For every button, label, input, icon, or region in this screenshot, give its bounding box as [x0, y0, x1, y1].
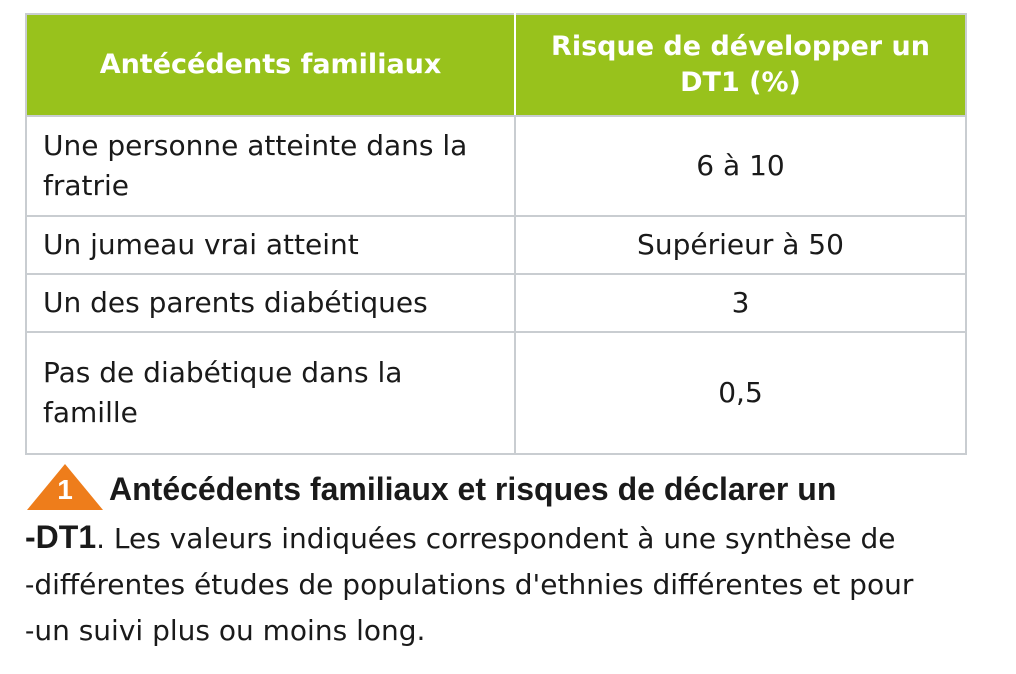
figure-number: 1	[57, 474, 73, 505]
caption-title-continued: -DT1	[25, 519, 97, 555]
table-header-row	[26, 14, 966, 116]
caption-text: différentes études de populations d'ethnies différentes et pour	[34, 568, 914, 601]
caption-text: . Les valeurs indiquées correspondent à une synthèse de	[96, 522, 896, 555]
header-family-history: Antécédents familiaux	[26, 14, 515, 116]
row-label: Une personne atteinte dans la fratrie	[26, 116, 515, 216]
row-label: Pas de diabétique dans la famille	[26, 332, 515, 454]
table-row	[26, 116, 966, 216]
caption-title: Antécédents familiaux et risques de déclarer un	[109, 471, 837, 507]
caption-line-4: -un suivi plus ou moins long.	[25, 614, 426, 647]
caption-title-dt1: DT1	[35, 519, 97, 555]
figure-number-badge	[25, 466, 105, 508]
table-row	[26, 274, 966, 332]
header-risk-percent: Risque de développer un DT1 (%)	[515, 14, 966, 116]
row-label: Un jumeau vrai atteint	[26, 216, 515, 274]
row-value: Supérieur à 50	[515, 216, 966, 274]
row-value: 0,5	[515, 332, 966, 454]
row-value: 3	[515, 274, 966, 332]
caption-line-2	[25, 514, 975, 562]
caption-line-1	[25, 466, 975, 514]
caption-text: un suivi plus ou moins long.	[34, 614, 426, 647]
row-label: Un des parents diabétiques	[26, 274, 515, 332]
family-history-table	[25, 13, 967, 455]
row-value: 6 à 10	[515, 116, 966, 216]
table-row	[26, 216, 966, 274]
table-row	[26, 332, 966, 454]
caption-line-3: -différentes études de populations d'ethnies différentes et pour	[25, 568, 914, 601]
figure-caption	[25, 466, 975, 654]
